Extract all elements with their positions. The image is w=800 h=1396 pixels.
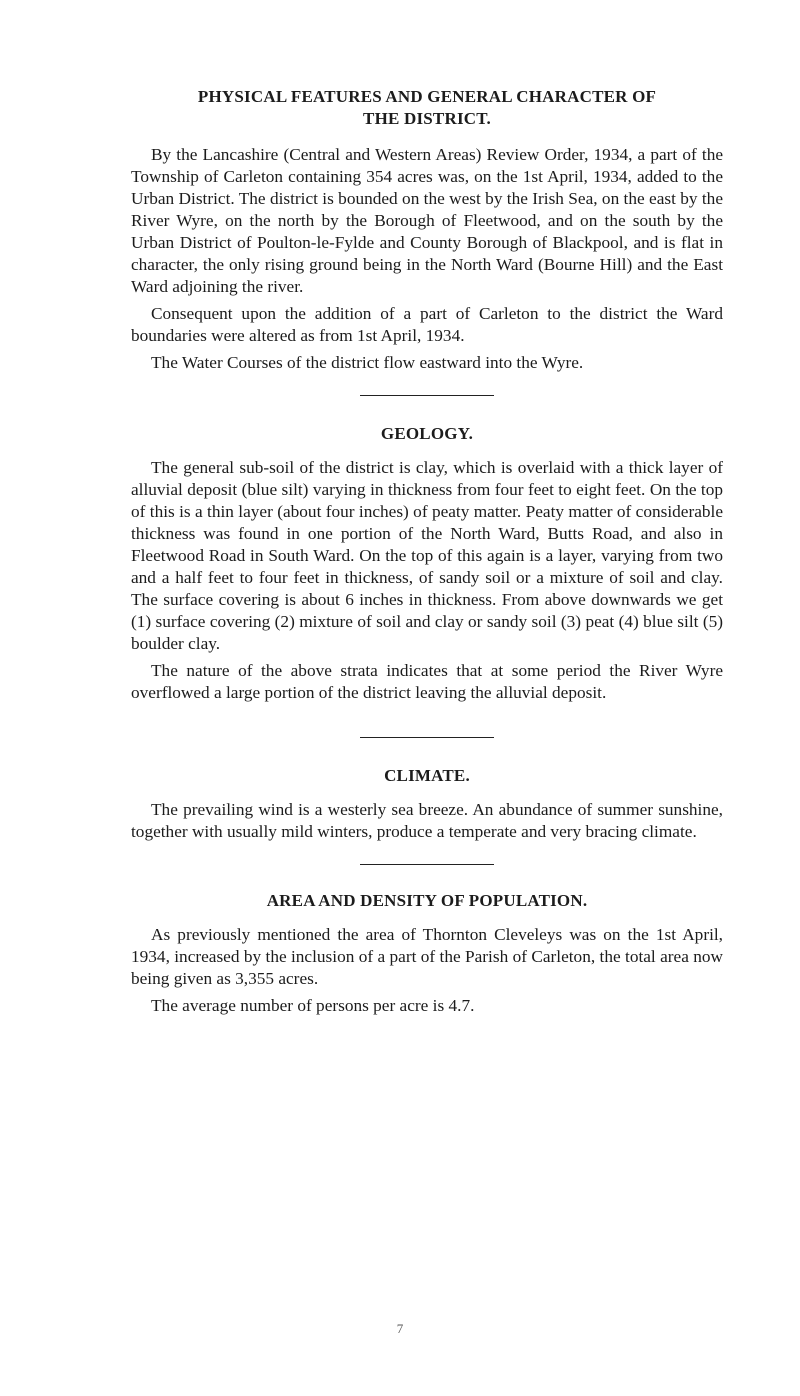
section-geology bbox=[131, 423, 723, 704]
physical-features-paragraph-1: By the Lancashire (Central and Western Areas) Review Order, 1934, a part of the Township of Carleton containing 354 acres was, on the 1st April, 1934, added to the Urban District. The district is bounded on the west by the Irish Sea, on the east by the River Wyre, on the north by the Borough of Fleetwood, and on the south by the Urban District of Poulton-le-Fylde and County Borough of Blackpool, and is flat in character, the only rising ground being in the North Ward (Bourne Hill) and the East Ward adjoining the river. bbox=[131, 145, 723, 296]
section-area-density bbox=[131, 890, 723, 1017]
physical-features-paragraph-3: The Water Courses of the district flow eastward into the Wyre. bbox=[151, 353, 584, 372]
geology-paragraph-2: The nature of the above strata indicates that at some period the River Wyre overflowed a large portion of the district leaving the alluvial deposit. bbox=[131, 661, 723, 702]
physical-features-heading-line2: THE DISTRICT. bbox=[363, 109, 491, 128]
physical-features-heading bbox=[131, 86, 723, 130]
document-page bbox=[131, 86, 723, 1022]
geology-paragraph-1: The general sub-soil of the district is clay, which is overlaid with a thick layer of alluvial deposit (blue silt) varying in thickness from four feet to eight feet. On the top of this is a thin layer (about four inches) of peaty matter. Peaty matter of considerable thickness was found in one portion of the North Ward, Butts Road, and also in Fleetwood Road in South Ward. On the top of this again is a layer, varying from two and a half feet to four feet in thickness, of sandy soil or a mixture of soil and clay. The surface covering is about 6 inches in thickness. From above downwards we get (1) surface covering (2) mixture of soil and clay or sandy soil (3) peat (4) blue silt (5) boulder clay. bbox=[131, 458, 723, 653]
page-number: 7 bbox=[396, 1321, 404, 1336]
climate-heading: CLIMATE. bbox=[384, 766, 470, 785]
physical-features-heading-line1: PHYSICAL FEATURES AND GENERAL CHARACTER OF bbox=[197, 87, 657, 106]
section-physical-features bbox=[131, 86, 723, 374]
area-density-heading: AREA AND DENSITY OF POPULATION. bbox=[266, 891, 588, 910]
section-climate bbox=[131, 765, 723, 843]
geology-heading: GEOLOGY. bbox=[380, 424, 474, 443]
area-density-paragraph-1: As previously mentioned the area of Thornton Cleveleys was on the 1st April, 1934, increased by the inclusion of a part of the Parish of Carleton, the total area now being given as 3,355 acres. bbox=[131, 925, 723, 988]
physical-features-paragraph-2: Consequent upon the addition of a part of Carleton to the district the Ward boundaries were altered as from 1st April, 1934. bbox=[131, 304, 723, 345]
climate-paragraph-1: The prevailing wind is a westerly sea breeze. An abundance of summer sunshine, together with usually mild winters, produce a temperate and very bracing climate. bbox=[131, 800, 723, 841]
area-density-paragraph-2: The average number of persons per acre is 4.7. bbox=[151, 996, 475, 1015]
